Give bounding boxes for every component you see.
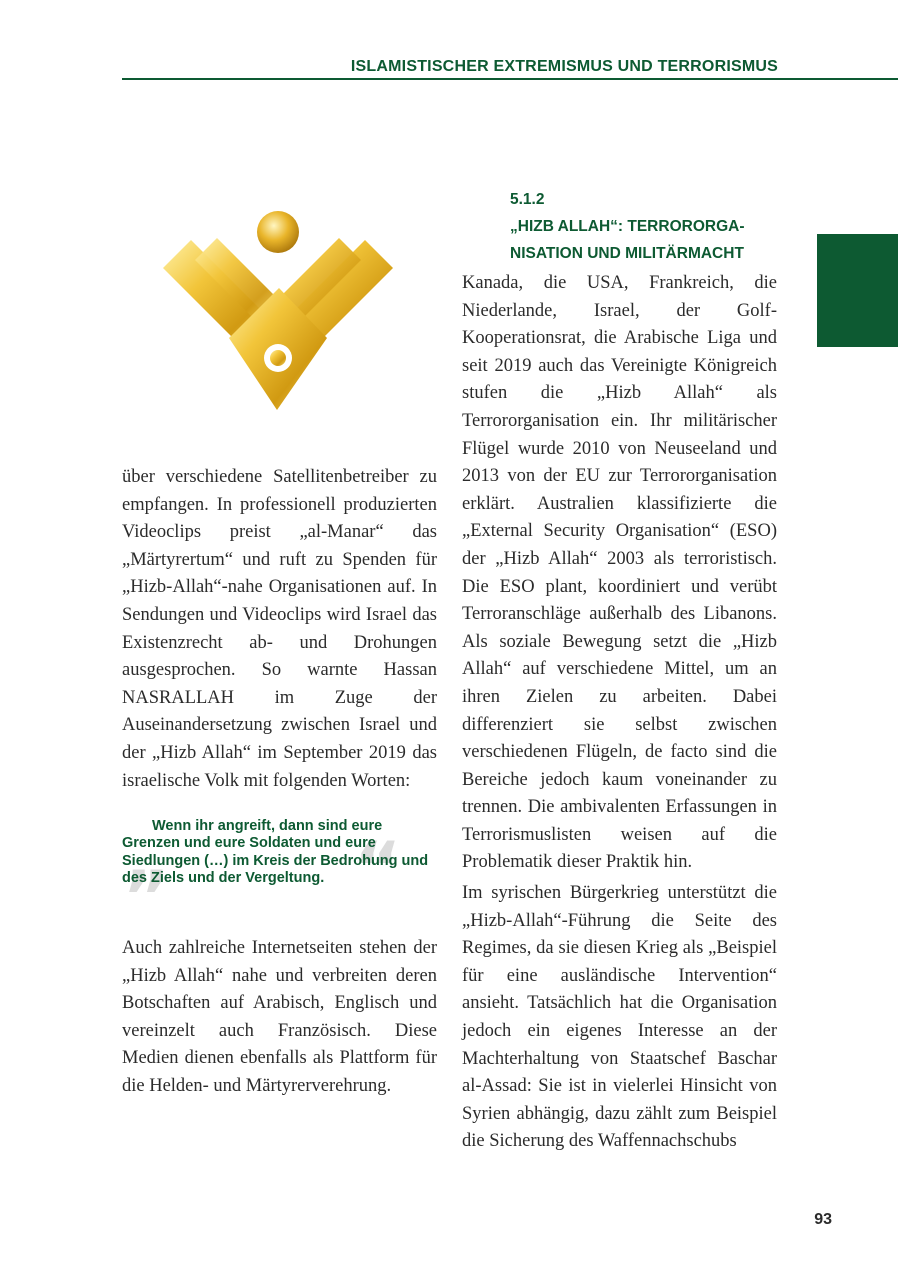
quote-open-icon: „ — [124, 816, 172, 900]
left-paragraph-1: über verschiedene Satellitenbetreiber zu empfangen. In professionell produzierten Videoclips preist „al-Manar“ das „Märtyrertum“ und ruft zu Spenden für „Hizb-Allah“-nahe Organisationen auf. In Sendungen und Videoclips wird Israel das Existenzrecht ab- und Drohungen ausgesprochen. So warnte Hassan NASRALLAH im Zuge der Auseinandersetzung zwischen Israel und der „Hizb Allah“ im September 2019 das israelische Volk mit folgenden Worten: — [122, 467, 437, 791]
header-divider — [122, 78, 898, 80]
section-title: „HIZB ALLAH“: TERRORORGA-NISATION UND MILITÄRMACHT — [510, 218, 745, 262]
quote-block — [122, 818, 442, 908]
page-number: 93 — [814, 1211, 832, 1228]
left-paragraph-2: Auch zahlreiche Internetseiten stehen der „Hizb Allah“ nahe und verbreiten deren Botschaften auf Arabisch, Englisch und vereinzelt auch Französisch. Diese Medien dienen ebenfalls als Plattform für die Helden- und Märtyrerverehrung. — [122, 938, 437, 1096]
chapter-tab-marker — [817, 234, 898, 347]
quote-text: Wenn ihr angreift, dann sind eure Grenzen und eure Soldaten und eure Siedlungen (…) im Kreis der Bedrohung und des Ziels und der Vergeltung. — [122, 818, 429, 887]
section-number: 5.1.2 — [510, 191, 545, 208]
right-paragraph-1: Kanada, die USA, Frankreich, die Niederlande, Israel, der Golf-Kooperationsrat, die Arabische Liga und seit 2019 auch das Vereinigte Königreich stufen die „Hizb Allah“ als Terrororganisation ein. Ihr militärischer Flügel wurde 2010 von Neuseeland und 2013 von der EU zur Terrororganisation erklärt. Australien klassifizierte die „External Security Organisation“ (ESO) der „Hizb Allah“ 2003 als terroristisch. Die ESO plant, koordiniert und verübt Terroranschläge außerhalb des Libanons. Als soziale Bewegung setzt die „Hizb Allah“ auf verschiedene Mittel, um an ihren Zielen zu arbeiten. Dabei differenziert sie selbst zwischen verschiedenen Flügeln, de facto sind die Bereiche jedoch kaum voneinander zu trennen. Die ambivalenten Erfassungen in Terrorismuslisten weisen auf die Problematik dieser Praktik hin. — [462, 273, 777, 873]
right-paragraph-2: Im syrischen Bürgerkrieg unterstützt die „Hizb-Allah“-Führung die Seite des Regimes, da sie diesen Krieg als „Beispiel für eine ausländische Intervention“ ansieht. Tatsächlich hat die Organisation jedoch ein eigenes Interesse an der Machterhaltung von Staatschef Baschar al-Assad: Sie ist in vielerlei Hinsicht von Syrien abhängig, dazu zählt zum Beispiel die Sicherung des Waffennachschubs — [462, 883, 777, 1152]
page-header-title: ISLAMISTISCHER EXTREMISMUS UND TERRORISMUS — [350, 58, 778, 75]
quote-close-icon: “ — [354, 826, 402, 910]
al-manar-logo-icon — [155, 198, 400, 423]
